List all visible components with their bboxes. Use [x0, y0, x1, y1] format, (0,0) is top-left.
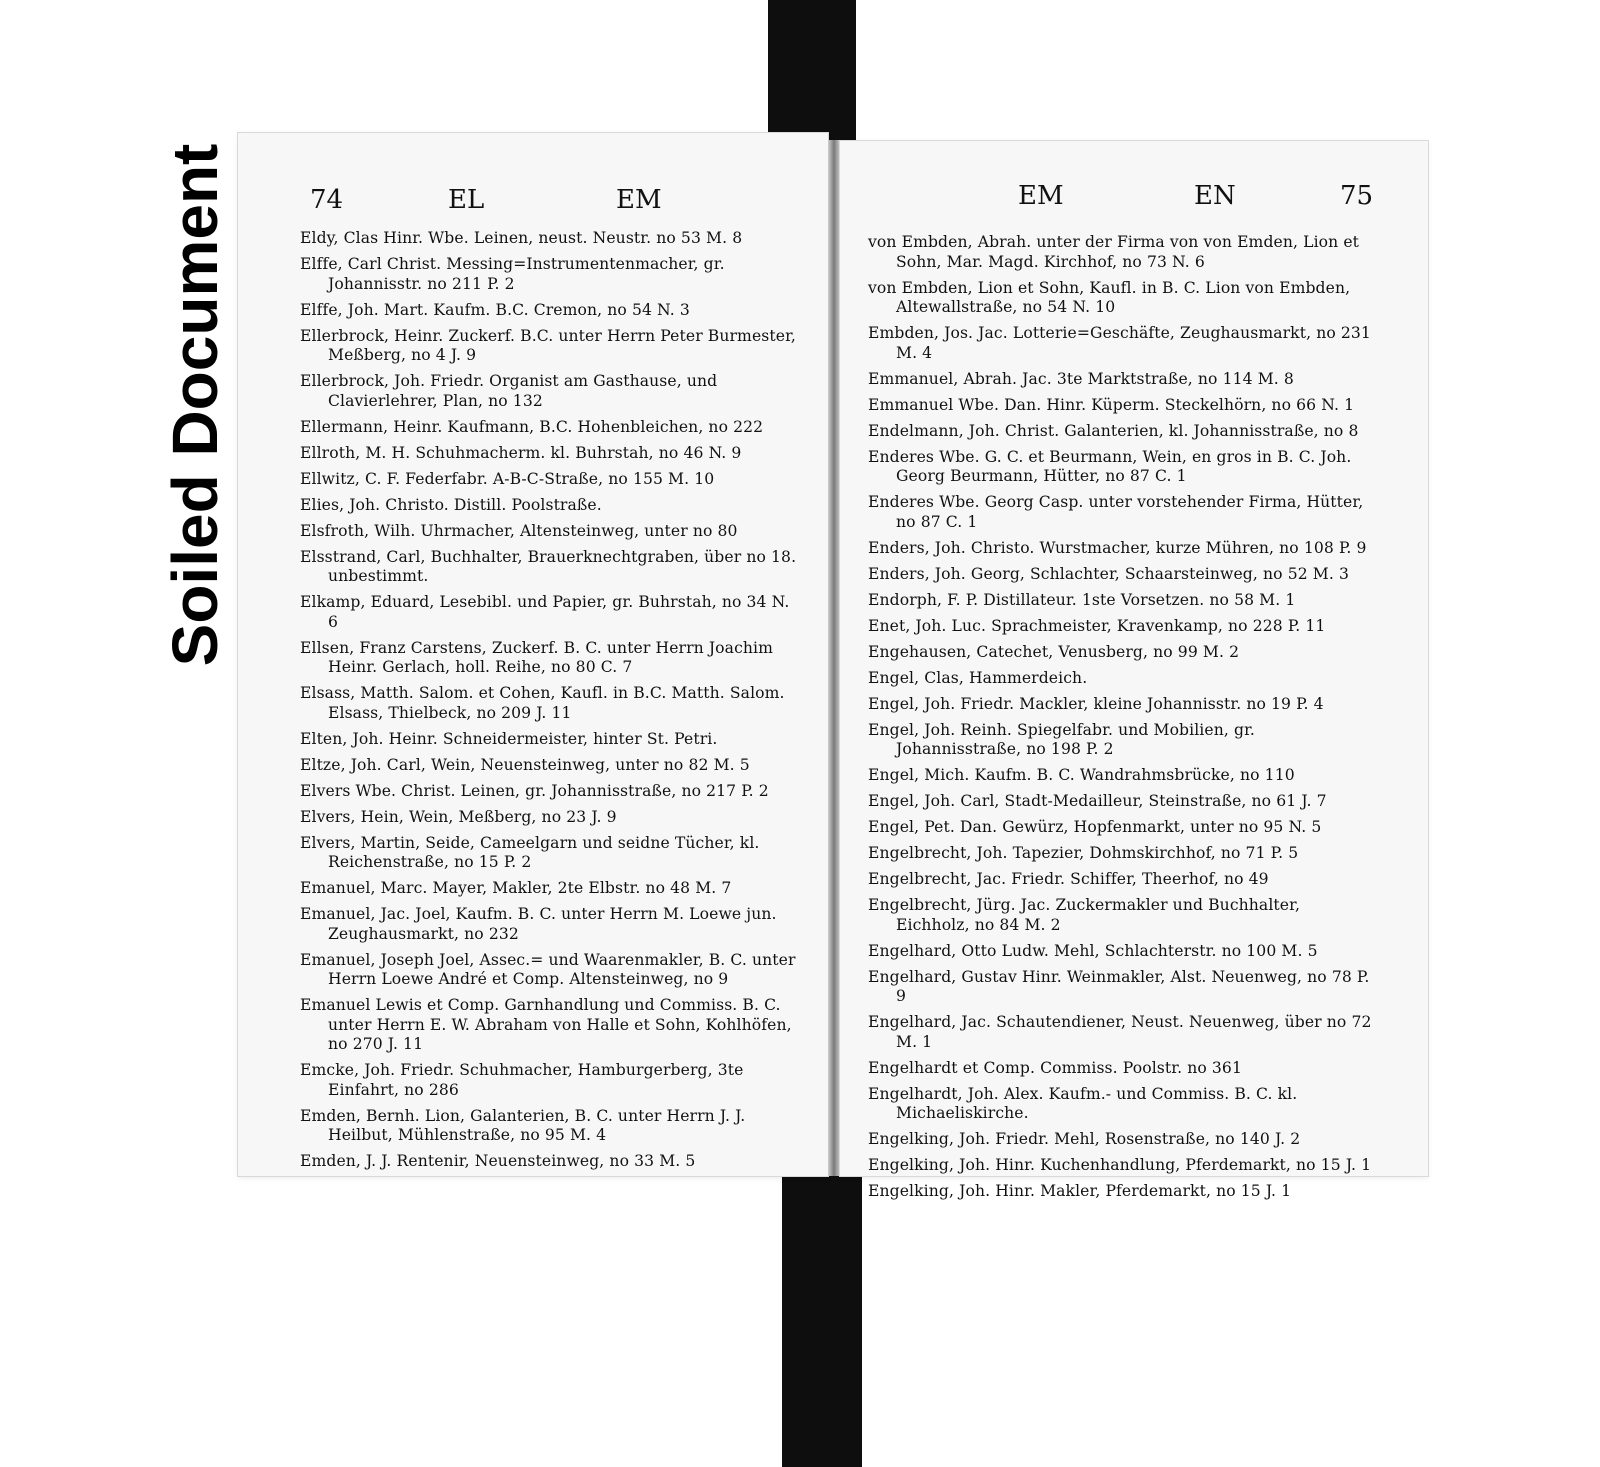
left-page — [238, 133, 828, 1176]
directory-entry: Enders, Joh. Georg, Schlachter, Schaarsteinweg, no 52 M. 3 — [868, 564, 1349, 583]
directory-entry: Emden, Bernh. Lion, Galanterien, B. C. unter Herrn J. J. Heilbut, Mühlenstraße, no 95 M. 4 — [300, 1106, 746, 1144]
directory-entry: Engelhard, Gustav Hinr. Weinmakler, Alst. Neuenweg, no 78 P. 9 — [868, 967, 1370, 1005]
directory-entry: Engelbrecht, Jac. Friedr. Schiffer, Theerhof, no 49 — [868, 870, 1269, 888]
directory-entry: Ellerbrock, Heinr. Zuckerf. B.C. unter Herrn Peter Burmester, Meßberg, no 4 J. 9 — [300, 326, 796, 364]
directory-entry: Elvers, Hein, Wein, Meßberg, no 23 J. 9 — [300, 807, 617, 826]
directory-entry: Engelhardt et Comp. Commiss. Poolstr. no 361 — [868, 1058, 1242, 1077]
directory-entry: Engelbrecht, Joh. Tapezier, Dohmskirchhof, no 71 P. 5 — [868, 844, 1299, 862]
book-gutter — [828, 140, 840, 1176]
directory-entry: Endelmann, Joh. Christ. Galanterien, kl. Johannisstraße, no 8 — [868, 421, 1359, 440]
left-page-guide-first: EL — [448, 185, 485, 215]
left-page-header — [238, 185, 828, 225]
directory-entry: Ellsen, Franz Carstens, Zuckerf. B. C. unter Herrn Joachim Heinr. Gerlach, holl. Reihe, no 80 C. 7 — [300, 638, 774, 676]
left-page-number: 74 — [310, 185, 344, 215]
directory-entry: Engel, Pet. Dan. Gewürz, Hopfenmarkt, unter no 95 N. 5 — [868, 818, 1322, 836]
directory-entry: Elvers, Martin, Seide, Cameelgarn und seidne Tücher, kl. Reichenstraße, no 15 P. 2 — [300, 833, 760, 871]
directory-entry: Elten, Joh. Heinr. Schneidermeister, hinter St. Petri. — [300, 729, 718, 748]
directory-entry: Elsfroth, Wilh. Uhrmacher, Altensteinweg, unter no 80 — [300, 521, 738, 540]
directory-entry: Ellermann, Heinr. Kaufmann, B.C. Hohenbleichen, no 222 — [300, 417, 764, 436]
directory-entry: Elffe, Carl Christ. Messing=Instrumentenmacher, gr. Johannisstr. no 211 P. 2 — [300, 255, 725, 293]
directory-entry: Ellwitz, C. F. Federfabr. A-B-C-Straße, no 155 M. 10 — [300, 469, 715, 488]
directory-entry: von Embden, Abrah. unter der Firma von von Emden, Lion et Sohn, Mar. Magd. Kirchhof, no 73 N. 6 — [868, 233, 1360, 271]
right-page-header — [840, 181, 1428, 221]
directory-entry: Emanuel, Jac. Joel, Kaufm. B. C. unter Herrn M. Loewe jun. Zeughausmarkt, no 232 — [300, 905, 777, 943]
directory-entry: Engelhard, Jac. Schautendiener, Neust. Neuenweg, über no 72 M. 1 — [868, 1013, 1372, 1051]
directory-entry: Engelking, Joh. Friedr. Mehl, Rosenstraße, no 140 J. 2 — [868, 1130, 1301, 1148]
directory-entry: Elsstrand, Carl, Buchhalter, Brauerknechtgraben, über no 18. unbestimmt. — [300, 547, 797, 585]
directory-entry: Elies, Joh. Christo. Distill. Poolstraße. — [300, 495, 602, 514]
directory-entry: Emmanuel Wbe. Dan. Hinr. Küperm. Steckelhörn, no 66 N. 1 — [868, 395, 1355, 414]
directory-entry: Emanuel, Marc. Mayer, Makler, 2te Elbstr. no 48 M. 7 — [300, 879, 732, 897]
right-page-guide-first: EM — [1018, 181, 1064, 211]
directory-entry: Engehausen, Catechet, Venusberg, no 99 M. 2 — [868, 642, 1240, 661]
directory-entry: Emmanuel, Abrah. Jac. 3te Marktstraße, no 114 M. 8 — [868, 369, 1294, 388]
directory-entry: Ellerbrock, Joh. Friedr. Organist am Gasthause, und Clavierlehrer, Plan, no 132 — [300, 372, 718, 410]
directory-entry: Enet, Joh. Luc. Sprachmeister, Kravenkamp, no 228 P. 11 — [868, 616, 1326, 635]
directory-entry: Emden, J. J. Rentenir, Neuensteinweg, no 33 M. 5 — [300, 1152, 696, 1170]
directory-entry: Elkamp, Eduard, Lesebibl. und Papier, gr. Buhrstah, no 34 N. 6 — [300, 593, 790, 631]
directory-entry: von Embden, Lion et Sohn, Kaufl. in B. C. Lion von Embden, Altewallstraße, no 54 N. 10 — [868, 278, 1351, 316]
directory-entry: Emanuel, Joseph Joel, Assec.= und Waarenmakler, B. C. unter Herrn Loewe André et Comp. Altensteinweg, no 9 — [300, 950, 796, 988]
directory-entry: Engelking, Joh. Hinr. Kuchenhandlung, Pferdemarkt, no 15 J. 1 — [868, 1156, 1372, 1174]
binding-strip-top — [768, 0, 856, 143]
directory-entry: Eldy, Clas Hinr. Wbe. Leinen, neust. Neustr. no 53 M. 8 — [300, 229, 743, 247]
directory-entry: Engel, Joh. Reinh. Spiegelfabr. und Mobilien, gr. Johannisstraße, no 198 P. 2 — [868, 720, 1255, 758]
binding-strip-bottom — [782, 1170, 862, 1467]
directory-entry: Engel, Joh. Carl, Stadt-Medailleur, Steinstraße, no 61 J. 7 — [868, 792, 1327, 810]
right-page-number: 75 — [1340, 181, 1374, 211]
directory-entry: Engelbrecht, Jürg. Jac. Zuckermakler und Buchhalter, Eichholz, no 84 M. 2 — [868, 896, 1301, 934]
directory-entry: Endorph, F. P. Distillateur. 1ste Vorsetzen. no 58 M. 1 — [868, 590, 1296, 609]
right-page — [840, 141, 1428, 1200]
right-page-entries — [868, 233, 1376, 1208]
directory-entry: Ellroth, M. H. Schuhmacherm. kl. Buhrstah, no 46 N. 9 — [300, 443, 742, 462]
directory-entry: Embden, Jos. Jac. Lotterie=Geschäfte, Zeughausmarkt, no 231 M. 4 — [868, 324, 1371, 362]
directory-entry: Eltze, Joh. Carl, Wein, Neuensteinweg, unter no 82 M. 5 — [300, 755, 750, 774]
directory-entry: Enderes Wbe. Georg Casp. unter vorstehender Firma, Hütter, no 87 C. 1 — [868, 493, 1364, 531]
directory-entry: Elffe, Joh. Mart. Kaufm. B.C. Cremon, no 54 N. 3 — [300, 300, 690, 319]
soiled-document-label: Soiled Document — [159, 143, 231, 667]
directory-entry: Engel, Joh. Friedr. Mackler, kleine Johannisstr. no 19 P. 4 — [868, 694, 1324, 713]
directory-entry: Engelhardt, Joh. Alex. Kaufm.- und Commiss. B. C. kl. Michaeliskirche. — [868, 1084, 1298, 1122]
directory-entry: Elsass, Matth. Salom. et Cohen, Kaufl. in B.C. Matth. Salom. Elsass, Thielbeck, no 209 J. 11 — [300, 684, 785, 722]
right-page-guide-last: EN — [1194, 181, 1236, 211]
directory-entry: Emanuel Lewis et Comp. Garnhandlung und Commiss. B. C. unter Herrn E. W. Abraham von Halle et Sohn, Kohlhöfen, no 270 J. 11 — [300, 996, 792, 1053]
directory-entry: Engel, Clas, Hammerdeich. — [868, 668, 1088, 687]
directory-entry: Enders, Joh. Christo. Wurstmacher, kurze Mühren, no 108 P. 9 — [868, 538, 1367, 557]
directory-entry: Engelhard, Otto Ludw. Mehl, Schlachterstr. no 100 M. 5 — [868, 941, 1318, 960]
directory-entry: Emcke, Joh. Friedr. Schuhmacher, Hamburgerberg, 3te Einfahrt, no 286 — [300, 1061, 744, 1099]
directory-entry: Elvers Wbe. Christ. Leinen, gr. Johannisstraße, no 217 P. 2 — [300, 781, 769, 800]
directory-entry: Enderes Wbe. G. C. et Beurmann, Wein, en gros in B. C. Joh. Georg Beurmann, Hütter, no 87 C. 1 — [868, 447, 1352, 485]
directory-entry: Engelking, Joh. Hinr. Makler, Pferdemarkt, no 15 J. 1 — [868, 1182, 1292, 1200]
left-page-guide-last: EM — [616, 185, 662, 215]
directory-entry: Engel, Mich. Kaufm. B. C. Wandrahmsbrücke, no 110 — [868, 766, 1295, 784]
left-page-entries — [300, 229, 798, 1178]
